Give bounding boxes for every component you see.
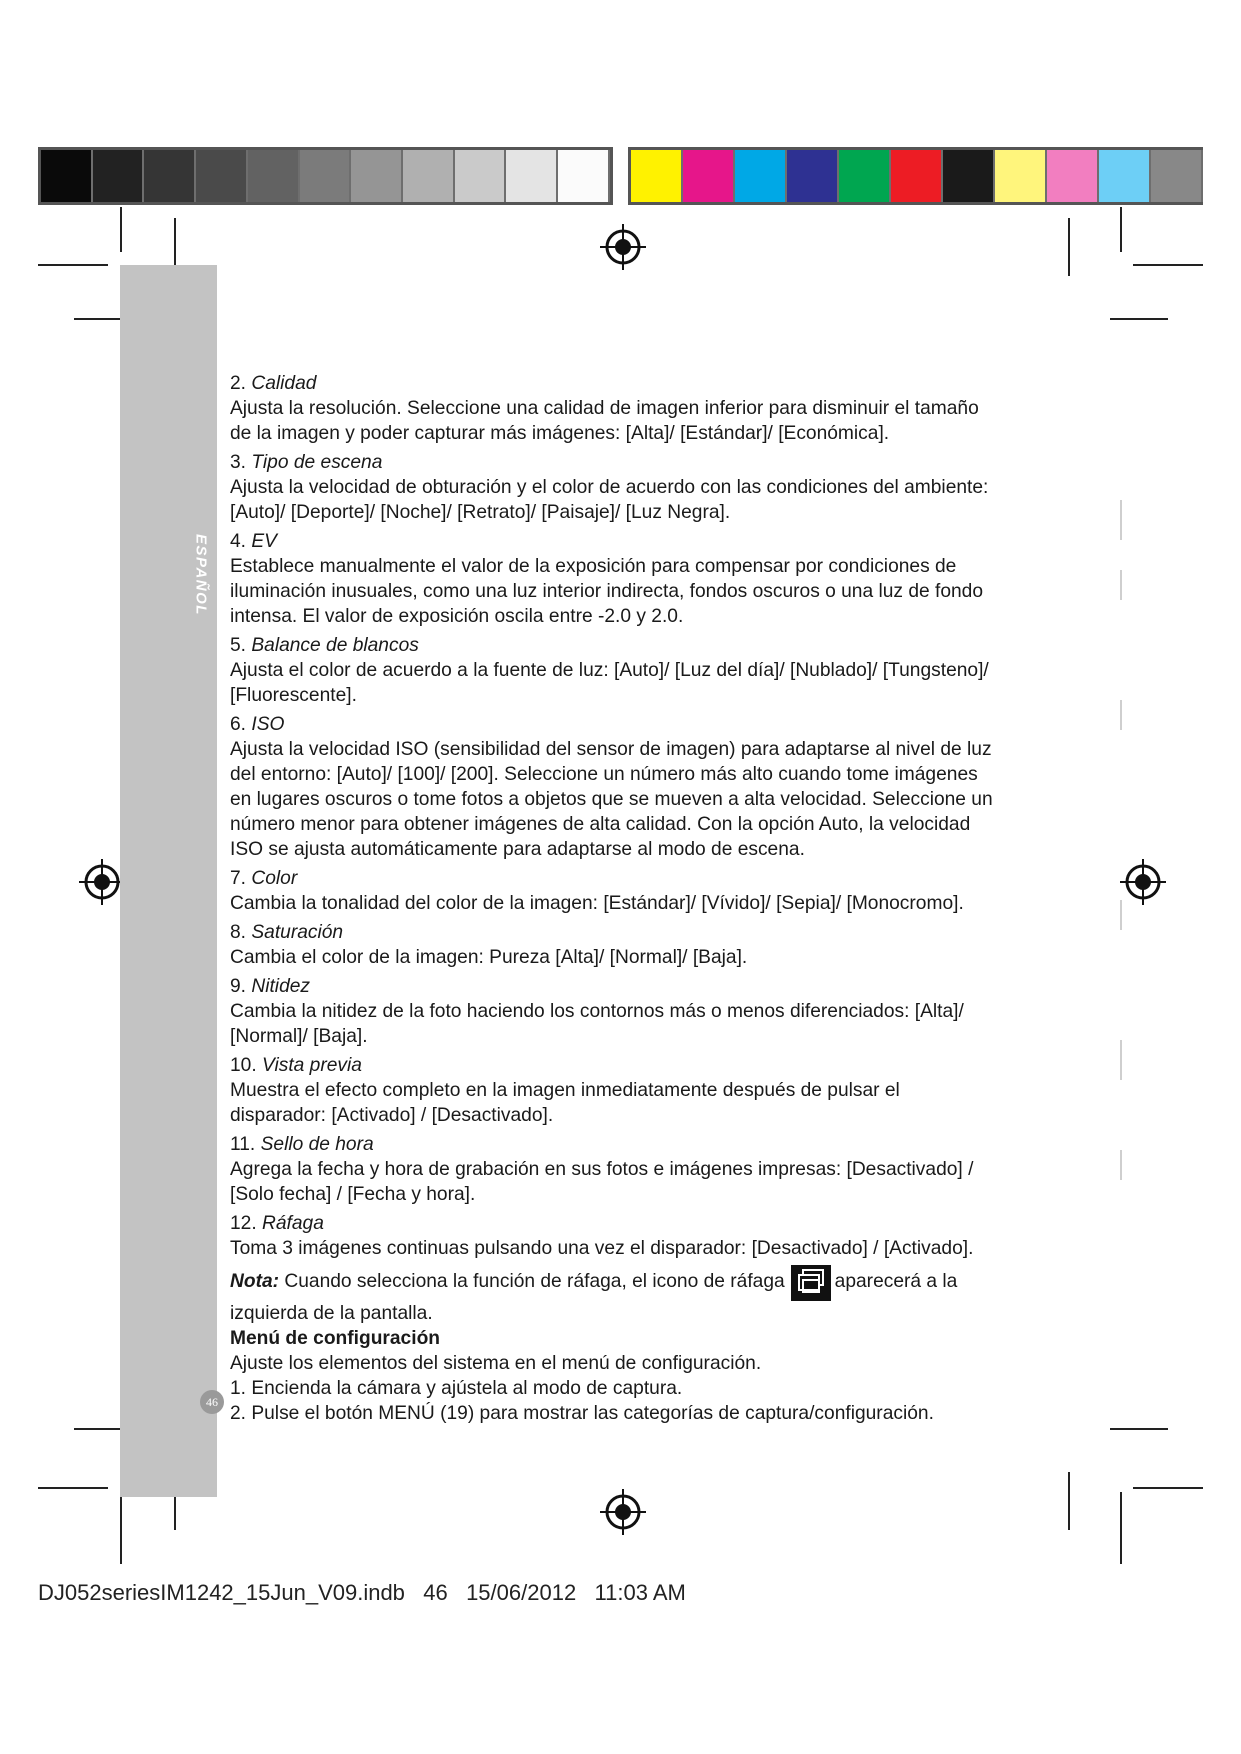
burst-mode-icon xyxy=(791,1265,831,1301)
setup-menu-step: 2. Pulse el botón MENÚ (19) para mostrar las categorías de captura/configuración. xyxy=(230,1403,934,1424)
show-through-mark xyxy=(1120,500,1122,540)
section-title: Balance de blancos xyxy=(251,635,419,656)
color-swatch xyxy=(196,150,248,202)
color-swatch xyxy=(506,150,558,202)
section-number: 12. xyxy=(230,1213,257,1234)
process-color-bar xyxy=(628,147,1203,205)
show-through-mark xyxy=(1120,570,1122,600)
section-text: [Normal]/ [Baja]. xyxy=(230,1026,368,1047)
show-through-mark xyxy=(1120,700,1122,730)
crop-mark xyxy=(1120,1492,1122,1564)
settings-list xyxy=(230,371,1020,1261)
color-swatch xyxy=(1151,150,1203,202)
section-number: 5. xyxy=(230,635,247,656)
crop-mark xyxy=(38,1487,108,1489)
setup-menu-step: 1. Encienda la cámara y ajústela al modo de captura. xyxy=(230,1378,683,1399)
section-text: Ajusta el color de acuerdo a la fuente de luz: [Auto]/ [Luz del día]/ [Nublado]/ [Tungsteno]/ xyxy=(230,660,989,681)
language-label: ESPAÑOL xyxy=(192,534,210,616)
crop-mark xyxy=(38,264,108,266)
color-swatch xyxy=(1047,150,1099,202)
language-sidebar xyxy=(120,265,217,1497)
section-text: Toma 3 imágenes continuas pulsando una vez el disparador: [Desactivado] / [Activado]. xyxy=(230,1238,974,1259)
section-title: Color xyxy=(251,868,298,889)
section-text: Agrega la fecha y hora de grabación en sus fotos e imágenes impresas: [Desactivado] / xyxy=(230,1159,974,1180)
color-swatch xyxy=(403,150,455,202)
note-label: Nota: xyxy=(230,1271,280,1292)
section-title: Tipo de escena xyxy=(251,452,383,473)
color-swatch xyxy=(735,150,787,202)
section-text: Ajusta la velocidad ISO (sensibilidad del sensor de imagen) para adaptarse al nivel de luz xyxy=(230,739,992,760)
page-number: 46 xyxy=(200,1390,224,1414)
color-swatch xyxy=(683,150,735,202)
show-through-mark xyxy=(1120,1040,1122,1080)
setup-menu-steps xyxy=(230,1351,1020,1426)
crop-mark xyxy=(1133,1487,1203,1489)
section-heading xyxy=(230,529,1020,554)
section-text: Ajusta la resolución. Seleccione una calidad de imagen inferior para disminuir el tamaño xyxy=(230,398,979,419)
section-text: intensa. El valor de exposición oscila entre -2.0 y 2.0. xyxy=(230,606,684,627)
section-number: 7. xyxy=(230,868,247,889)
color-swatch xyxy=(144,150,196,202)
print-slug xyxy=(38,1580,686,1606)
section-text: Cambia el color de la imagen: Pureza [Alta]/ [Normal]/ [Baja]. xyxy=(230,947,748,968)
section-number: 6. xyxy=(230,714,247,735)
section-text: Establece manualmente el valor de la exposición para compensar por condiciones de xyxy=(230,556,957,577)
grayscale-color-bar xyxy=(38,147,613,205)
section-number: 4. xyxy=(230,531,247,552)
registration-mark-icon xyxy=(1118,857,1168,907)
note-text-continued: aparecerá a la xyxy=(834,1271,958,1292)
section-heading xyxy=(230,633,1020,658)
color-swatch xyxy=(943,150,995,202)
crop-mark xyxy=(1110,318,1168,320)
note-line xyxy=(230,1265,1020,1301)
crop-mark xyxy=(120,207,122,252)
registration-mark-icon xyxy=(598,222,648,272)
color-swatch xyxy=(455,150,507,202)
crop-mark xyxy=(1110,1428,1168,1430)
section-text: [Auto]/ [Deporte]/ [Noche]/ [Retrato]/ [Paisaje]/ [Luz Negra]. xyxy=(230,502,731,523)
print-slug-text: DJ052seriesIM1242_15Jun_V09.indb 46 15/06/2012 11:03 AM xyxy=(38,1580,686,1605)
section-title: Saturación xyxy=(251,922,344,943)
color-swatch xyxy=(1099,150,1151,202)
color-swatch xyxy=(93,150,145,202)
section-title: EV xyxy=(251,531,277,552)
section-text: ISO se ajusta automáticamente para adaptarse al modo de escena. xyxy=(230,839,805,860)
section-heading xyxy=(230,1211,1020,1236)
crop-mark xyxy=(1068,1472,1070,1530)
section-title: Ráfaga xyxy=(262,1213,324,1234)
section-text: de la imagen y poder capturar más imágenes: [Alta]/ [Estándar]/ [Económica]. xyxy=(230,423,890,444)
section-title: Nitidez xyxy=(251,976,311,997)
color-swatch xyxy=(41,150,93,202)
section-text: [Solo fecha] / [Fecha y hora]. xyxy=(230,1184,476,1205)
color-swatch xyxy=(351,150,403,202)
section-title: ISO xyxy=(251,714,285,735)
section-heading xyxy=(230,920,1020,945)
section-number: 11. xyxy=(230,1134,256,1155)
section-text: número menor para obtener imágenes de alta calidad. Con la opción Auto, la velocidad xyxy=(230,814,971,835)
color-swatch xyxy=(839,150,891,202)
section-text: Muestra el efecto completo en la imagen inmediatamente después de pulsar el xyxy=(230,1080,900,1101)
section-text: disparador: [Activado] / [Desactivado]. xyxy=(230,1105,554,1126)
section-title: Sello de hora xyxy=(260,1134,374,1155)
section-heading xyxy=(230,866,1020,891)
section-heading xyxy=(230,1132,1020,1157)
setup-menu-title: Menú de configuración xyxy=(230,1328,441,1349)
crop-mark xyxy=(1120,207,1122,252)
show-through-mark xyxy=(1120,1150,1122,1180)
color-swatch xyxy=(300,150,352,202)
section-text: del entorno: [Auto]/ [100]/ [200]. Seleccione un número más alto cuando tome imágenes xyxy=(230,764,978,785)
section-text: iluminación inusuales, como una luz interior indirecta, fondos oscuros o una luz de fondo xyxy=(230,581,984,602)
color-swatch xyxy=(558,150,610,202)
section-title: Calidad xyxy=(251,373,317,394)
note-text: Cuando selecciona la función de ráfaga, el icono de ráfaga xyxy=(284,1271,785,1292)
page-content xyxy=(230,370,1020,1426)
crop-mark xyxy=(1068,218,1070,276)
section-heading xyxy=(230,1053,1020,1078)
section-heading xyxy=(230,974,1020,999)
color-swatch xyxy=(248,150,300,202)
section-number: 8. xyxy=(230,922,247,943)
section-text: en lugares oscuros o tome fotos a objetos que se mueven a alta velocidad. Seleccione un xyxy=(230,789,993,810)
registration-mark-icon xyxy=(598,1487,648,1537)
section-text: Cambia la nitidez de la foto haciendo los contornos más o menos diferenciados: [Alta]/ xyxy=(230,1001,964,1022)
color-swatch xyxy=(787,150,839,202)
color-swatch xyxy=(631,150,683,202)
section-number: 2. xyxy=(230,373,247,394)
section-heading xyxy=(230,450,1020,475)
crop-mark xyxy=(1133,264,1203,266)
crop-mark xyxy=(120,1492,122,1564)
section-number: 3. xyxy=(230,452,247,473)
section-text: Ajusta la velocidad de obturación y el color de acuerdo con las condiciones del ambiente: xyxy=(230,477,989,498)
setup-menu-step: Ajuste los elementos del sistema en el menú de configuración. xyxy=(230,1353,762,1374)
section-text: [Fluorescente]. xyxy=(230,685,357,706)
section-number: 9. xyxy=(230,976,247,997)
color-swatch xyxy=(891,150,943,202)
section-heading xyxy=(230,371,1020,396)
note-line-2: izquierda de la pantalla. xyxy=(230,1303,433,1324)
section-number: 10. xyxy=(230,1055,257,1076)
color-swatch xyxy=(995,150,1047,202)
section-title: Vista previa xyxy=(262,1055,362,1076)
section-text: Cambia la tonalidad del color de la imagen: [Estándar]/ [Vívido]/ [Sepia]/ [Monocromo]. xyxy=(230,893,964,914)
section-heading xyxy=(230,712,1020,737)
